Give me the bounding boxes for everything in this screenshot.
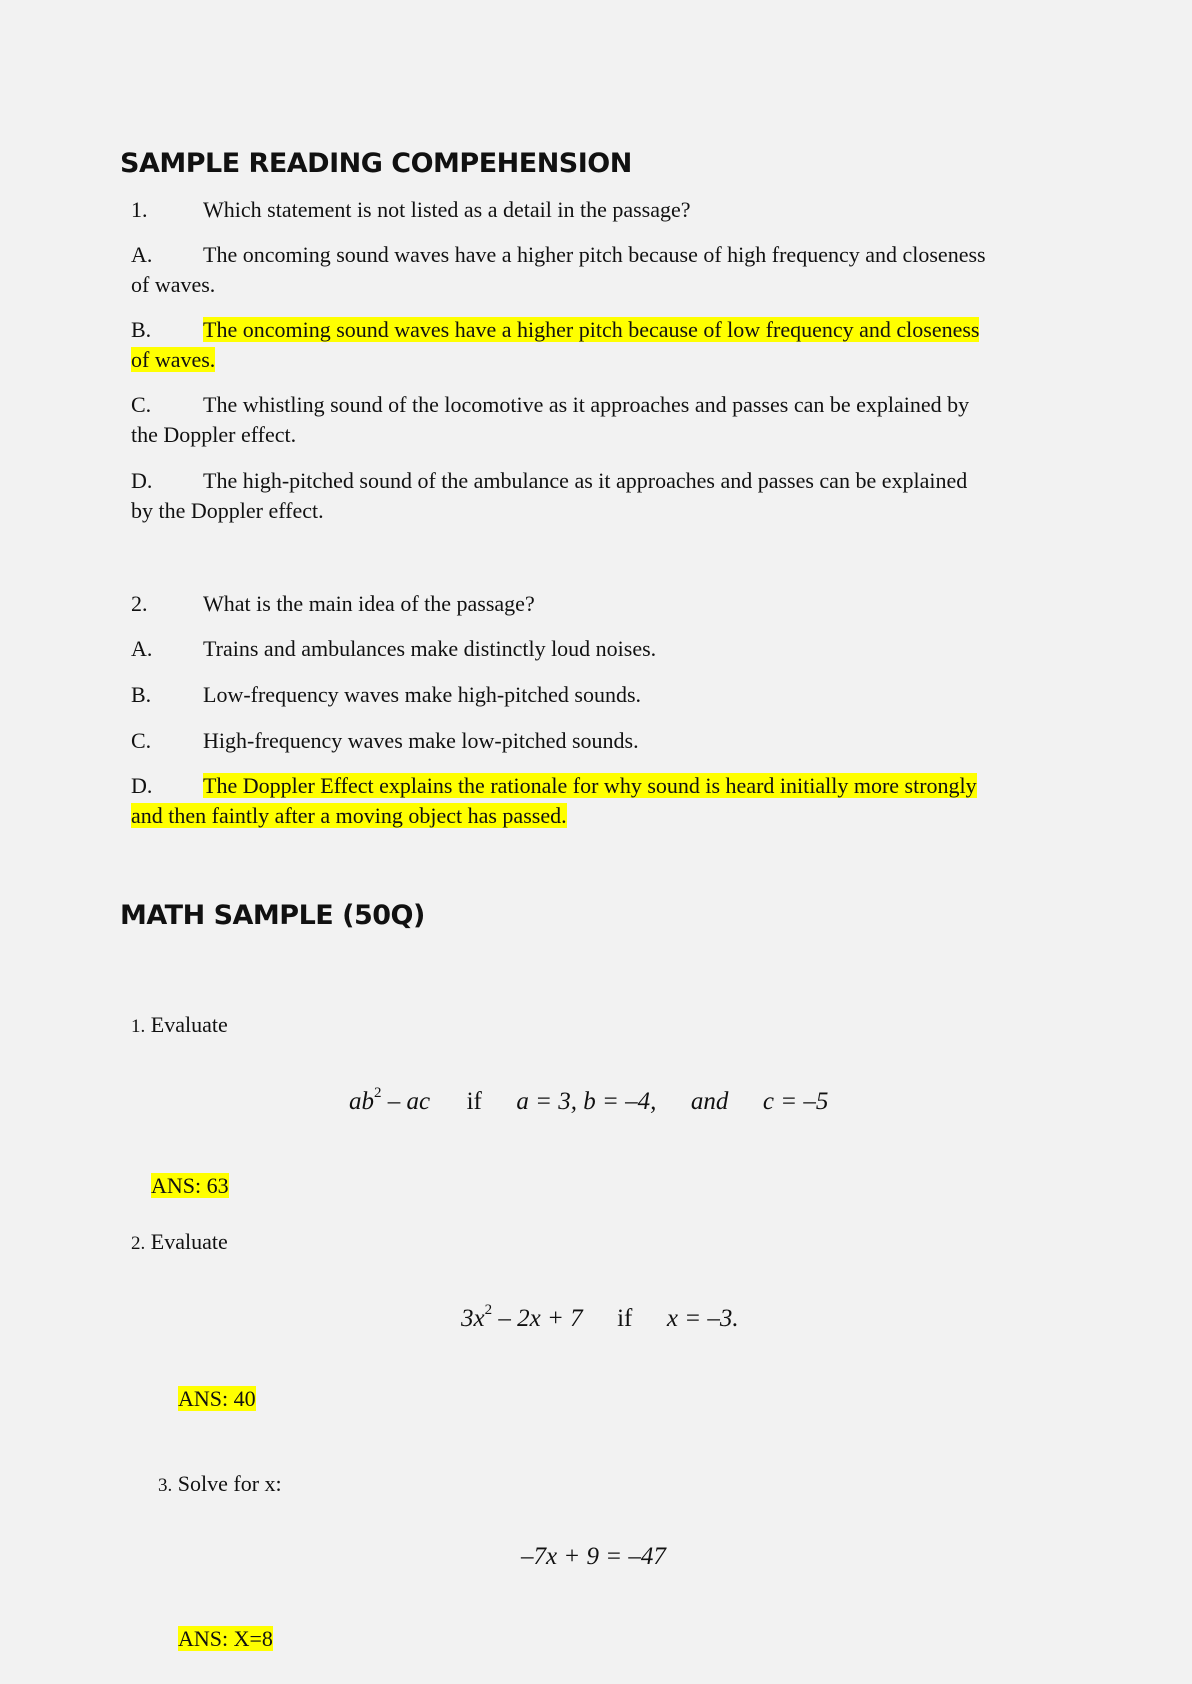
option-text: High-frequency waves make low-pitched sounds. [203,728,639,753]
math-problem-1 [131,1010,228,1042]
option-letter: B. [131,682,152,707]
q1-number: 1. [131,197,148,222]
math-expression-3 [521,1543,666,1571]
q2-option-c [131,726,639,756]
option-letter: C. [131,728,152,753]
problem-prompt: Solve for x: [177,1471,282,1496]
option-text-highlighted: The Doppler Effect explains the rationale for why sound is heard initially more strongly [203,773,977,798]
expr-exponent: 2 [374,1085,382,1101]
q1-option-c [131,390,969,450]
expr-condition: x = –3. [666,1305,739,1332]
q2-line [131,589,535,619]
option-letter: A. [131,636,153,661]
math-answer-3 [178,1624,273,1654]
q1-line [131,195,691,225]
expr-term: 3x [461,1305,485,1332]
answer-highlighted: ANS: X=8 [178,1626,273,1651]
option-letter: D. [131,773,153,798]
expr-term: – 2x + 7 [492,1305,583,1332]
option-text-cont: of waves. [131,272,216,297]
math-problem-2 [131,1227,228,1259]
option-text: The high-pitched sound of the ambulance as it approaches and passes can be explained [203,468,968,493]
reading-heading: SAMPLE READING COMPEHENSION [120,148,632,179]
expr-condition: a = 3, [516,1088,578,1115]
q2-number: 2. [131,591,148,616]
option-text: Low-frequency waves make high-pitched sounds. [203,682,642,707]
expr-if: if [466,1088,482,1115]
q1-option-b [131,315,979,375]
expr-exponent: 2 [484,1302,493,1318]
option-text: The whistling sound of the locomotive as it approaches and passes can be explained by [203,392,970,417]
math-answer-2 [178,1384,256,1414]
option-text-cont-highlighted: and then faintly after a moving object has passed. [131,803,567,828]
q1-option-a [131,240,986,300]
q2-option-d [131,771,977,831]
option-text: Trains and ambulances make distinctly loud noises. [203,636,657,661]
option-letter: B. [131,317,152,342]
option-text-highlighted: The oncoming sound waves have a higher pitch because of low frequency and closeness [203,317,980,342]
math-expression-2 [461,1302,739,1333]
expr-condition: b = –4, [583,1088,657,1115]
answer-highlighted: ANS: 40 [178,1386,256,1411]
option-letter: C. [131,392,152,417]
q2-option-b [131,680,641,710]
option-text-cont: the Doppler effect. [131,422,297,447]
problem-prompt: Evaluate [150,1229,228,1254]
q2-option-a [131,634,656,664]
math-heading: MATH SAMPLE (50Q) [120,900,425,931]
expr-if: if [617,1305,633,1332]
q2-text: What is the main idea of the passage? [203,591,535,616]
math-problem-3 [158,1469,282,1501]
option-letter: D. [131,468,153,493]
answer-highlighted: ANS: 63 [151,1173,229,1198]
problem-number: 2. [131,1233,146,1254]
option-letter: A. [131,242,153,267]
math-answer-1 [151,1171,229,1201]
option-text: The oncoming sound waves have a higher pitch because of high frequency and closeness [203,242,986,267]
expr-and: and [690,1088,729,1115]
expr-equation: –7x + 9 = –47 [521,1543,666,1570]
problem-prompt: Evaluate [150,1012,228,1037]
q1-text: Which statement is not listed as a detail in the passage? [203,197,691,222]
option-text-cont: by the Doppler effect. [131,498,324,523]
problem-number: 3. [158,1475,173,1496]
expr-condition: c = –5 [762,1088,829,1115]
expr-term: ab [349,1088,374,1115]
q1-option-d [131,466,967,526]
math-expression-1 [349,1085,829,1116]
option-text-cont-highlighted: of waves. [131,347,216,372]
expr-term: – ac [381,1088,431,1115]
problem-number: 1. [131,1016,146,1037]
